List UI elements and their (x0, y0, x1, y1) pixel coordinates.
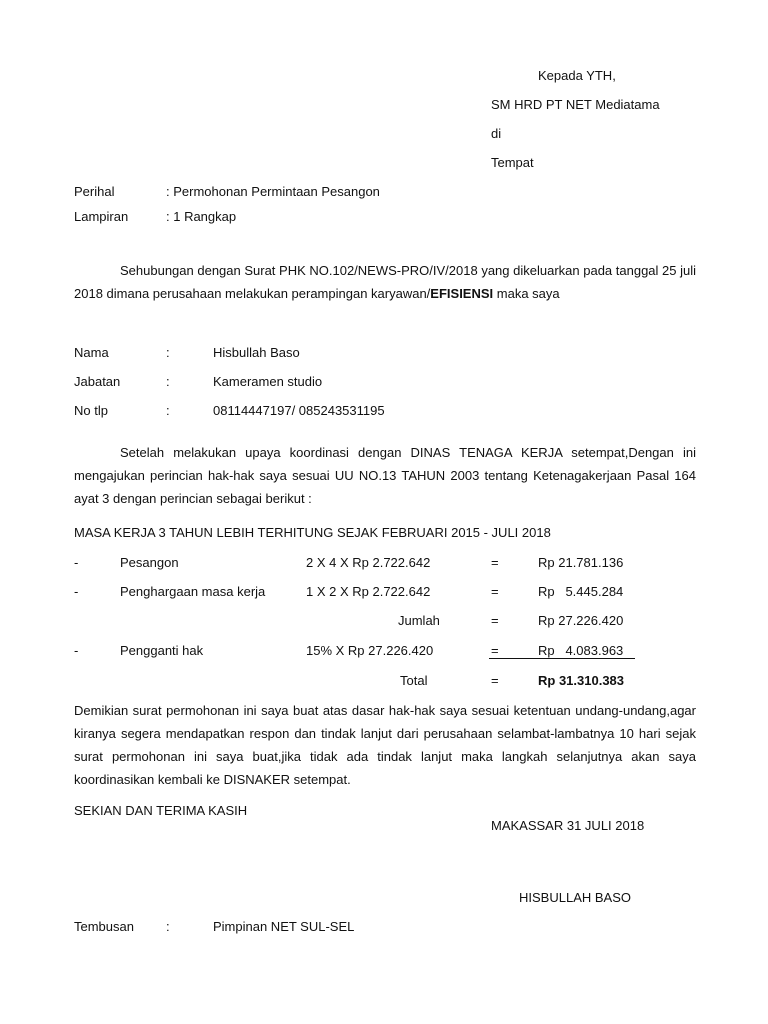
calc-jumlah-label: Jumlah (398, 613, 440, 628)
calc-row3-eq: = (491, 613, 499, 628)
perihal-value: : Permohonan Permintaan Pesangon (166, 184, 380, 199)
tembusan-label: Tembusan (74, 919, 134, 934)
identity-label-name: Nama (74, 345, 109, 360)
recipient-line-4: Tempat (491, 155, 534, 170)
calc-row2-formula: 1 X 2 X Rp 2.722.642 (306, 584, 431, 599)
tembusan-value: Pimpinan NET SUL-SEL (213, 919, 355, 934)
calc-row1-eq: = (491, 555, 499, 570)
intro-text-after: maka saya (493, 286, 560, 301)
calc-row2-dash: - (74, 584, 79, 599)
identity-sep-phone: : (166, 403, 170, 418)
closing-paragraph: Demikian surat permohonan ini saya buat atas dasar hak-hak saya sesuai ketentuan undang-undang,agar kiranya segera mendapatkan respon dan tindak lanjut dari perusahaan selambat-lambatnya 10 hari sejak surat permohonan ini saya buat,jika tidak ada tindak lanjut maka langkah selanjutnya akan saya koordinasikan kembali ke DISNAKER setempat. (74, 703, 696, 787)
identity-value-name: Hisbullah Baso (213, 345, 300, 360)
calc-row5-eq: = (491, 673, 499, 688)
place-date: MAKASSAR 31 JULI 2018 (491, 818, 645, 833)
calc-row4-formula: 15% X Rp 27.226.420 (306, 643, 434, 658)
calc-jumlah-amount: Rp 27.226.420 (538, 613, 624, 628)
recipient-line-3: di (491, 126, 502, 141)
calc-total-label: Total (400, 673, 428, 688)
intro-paragraph (74, 259, 696, 305)
identity-value-jabatan: Kameramen studio (213, 374, 323, 389)
calc-row2-eq: = (491, 584, 499, 599)
lampiran-value: : 1 Rangkap (166, 209, 237, 224)
intro-text-before: Sehubungan dengan Surat PHK NO.102/NEWS-PRO/IV/2018 yang dikeluarkan pada tanggal 25 juli 2018 dimana perusahaan melakukan perampingan karyawan/ (74, 263, 696, 301)
identity-value-phone: 08114447197/ 085243531195 (213, 403, 385, 418)
calc-row1-formula: 2 X 4 X Rp 2.722.642 (306, 555, 431, 570)
identity-sep-name: : (166, 345, 170, 360)
recipient-line-1: Kepada YTH, (538, 68, 616, 83)
recipient-line-2: SM HRD PT NET Mediatama (491, 97, 660, 112)
tembusan-sep: : (166, 919, 170, 934)
calc-row4-eq: = (491, 643, 499, 658)
calc-row2-amount: Rp 5.445.284 (538, 584, 624, 599)
calc-total-amount: Rp 31.310.383 (538, 673, 625, 688)
signer-name: HISBULLAH BASO (519, 890, 631, 905)
identity-label-phone: No tlp (74, 403, 108, 418)
intro-bold-text: EFISIENSI (430, 286, 494, 301)
calc-row1-label: Pesangon (120, 555, 179, 570)
calc-row1-dash: - (74, 555, 79, 570)
calc-row4-amount: Rp 4.083.963 (538, 643, 624, 658)
calc-row4-label: Pengganti hak (120, 643, 204, 658)
masa-kerja-heading: MASA KERJA 3 TAHUN LEBIH TERHITUNG SEJAK FEBRUARI 2015 - JULI 2018 (74, 525, 551, 540)
subtotal-underline (489, 658, 635, 659)
calc-row4-dash: - (74, 643, 79, 658)
identity-label-jabatan: Jabatan (74, 374, 121, 389)
lampiran-label: Lampiran (74, 209, 129, 224)
calc-row2-label: Penghargaan masa kerja (120, 584, 266, 599)
body-paragraph-2: Setelah melakukan upaya koordinasi dengan DINAS TENAGA KERJA setempat,Dengan ini mengajukan perincian hak-hak saya sesuai UU NO.13 TAHUN 2003 tentang Ketenagakerjaan Pasal 164 ayat 3 dengan perincian sebagai berikut : (74, 445, 696, 506)
identity-sep-jabatan: : (166, 374, 170, 389)
perihal-label: Perihal (74, 184, 115, 199)
closing-sekian: SEKIAN DAN TERIMA KASIH (74, 803, 248, 818)
calc-row1-amount: Rp 21.781.136 (538, 555, 624, 570)
